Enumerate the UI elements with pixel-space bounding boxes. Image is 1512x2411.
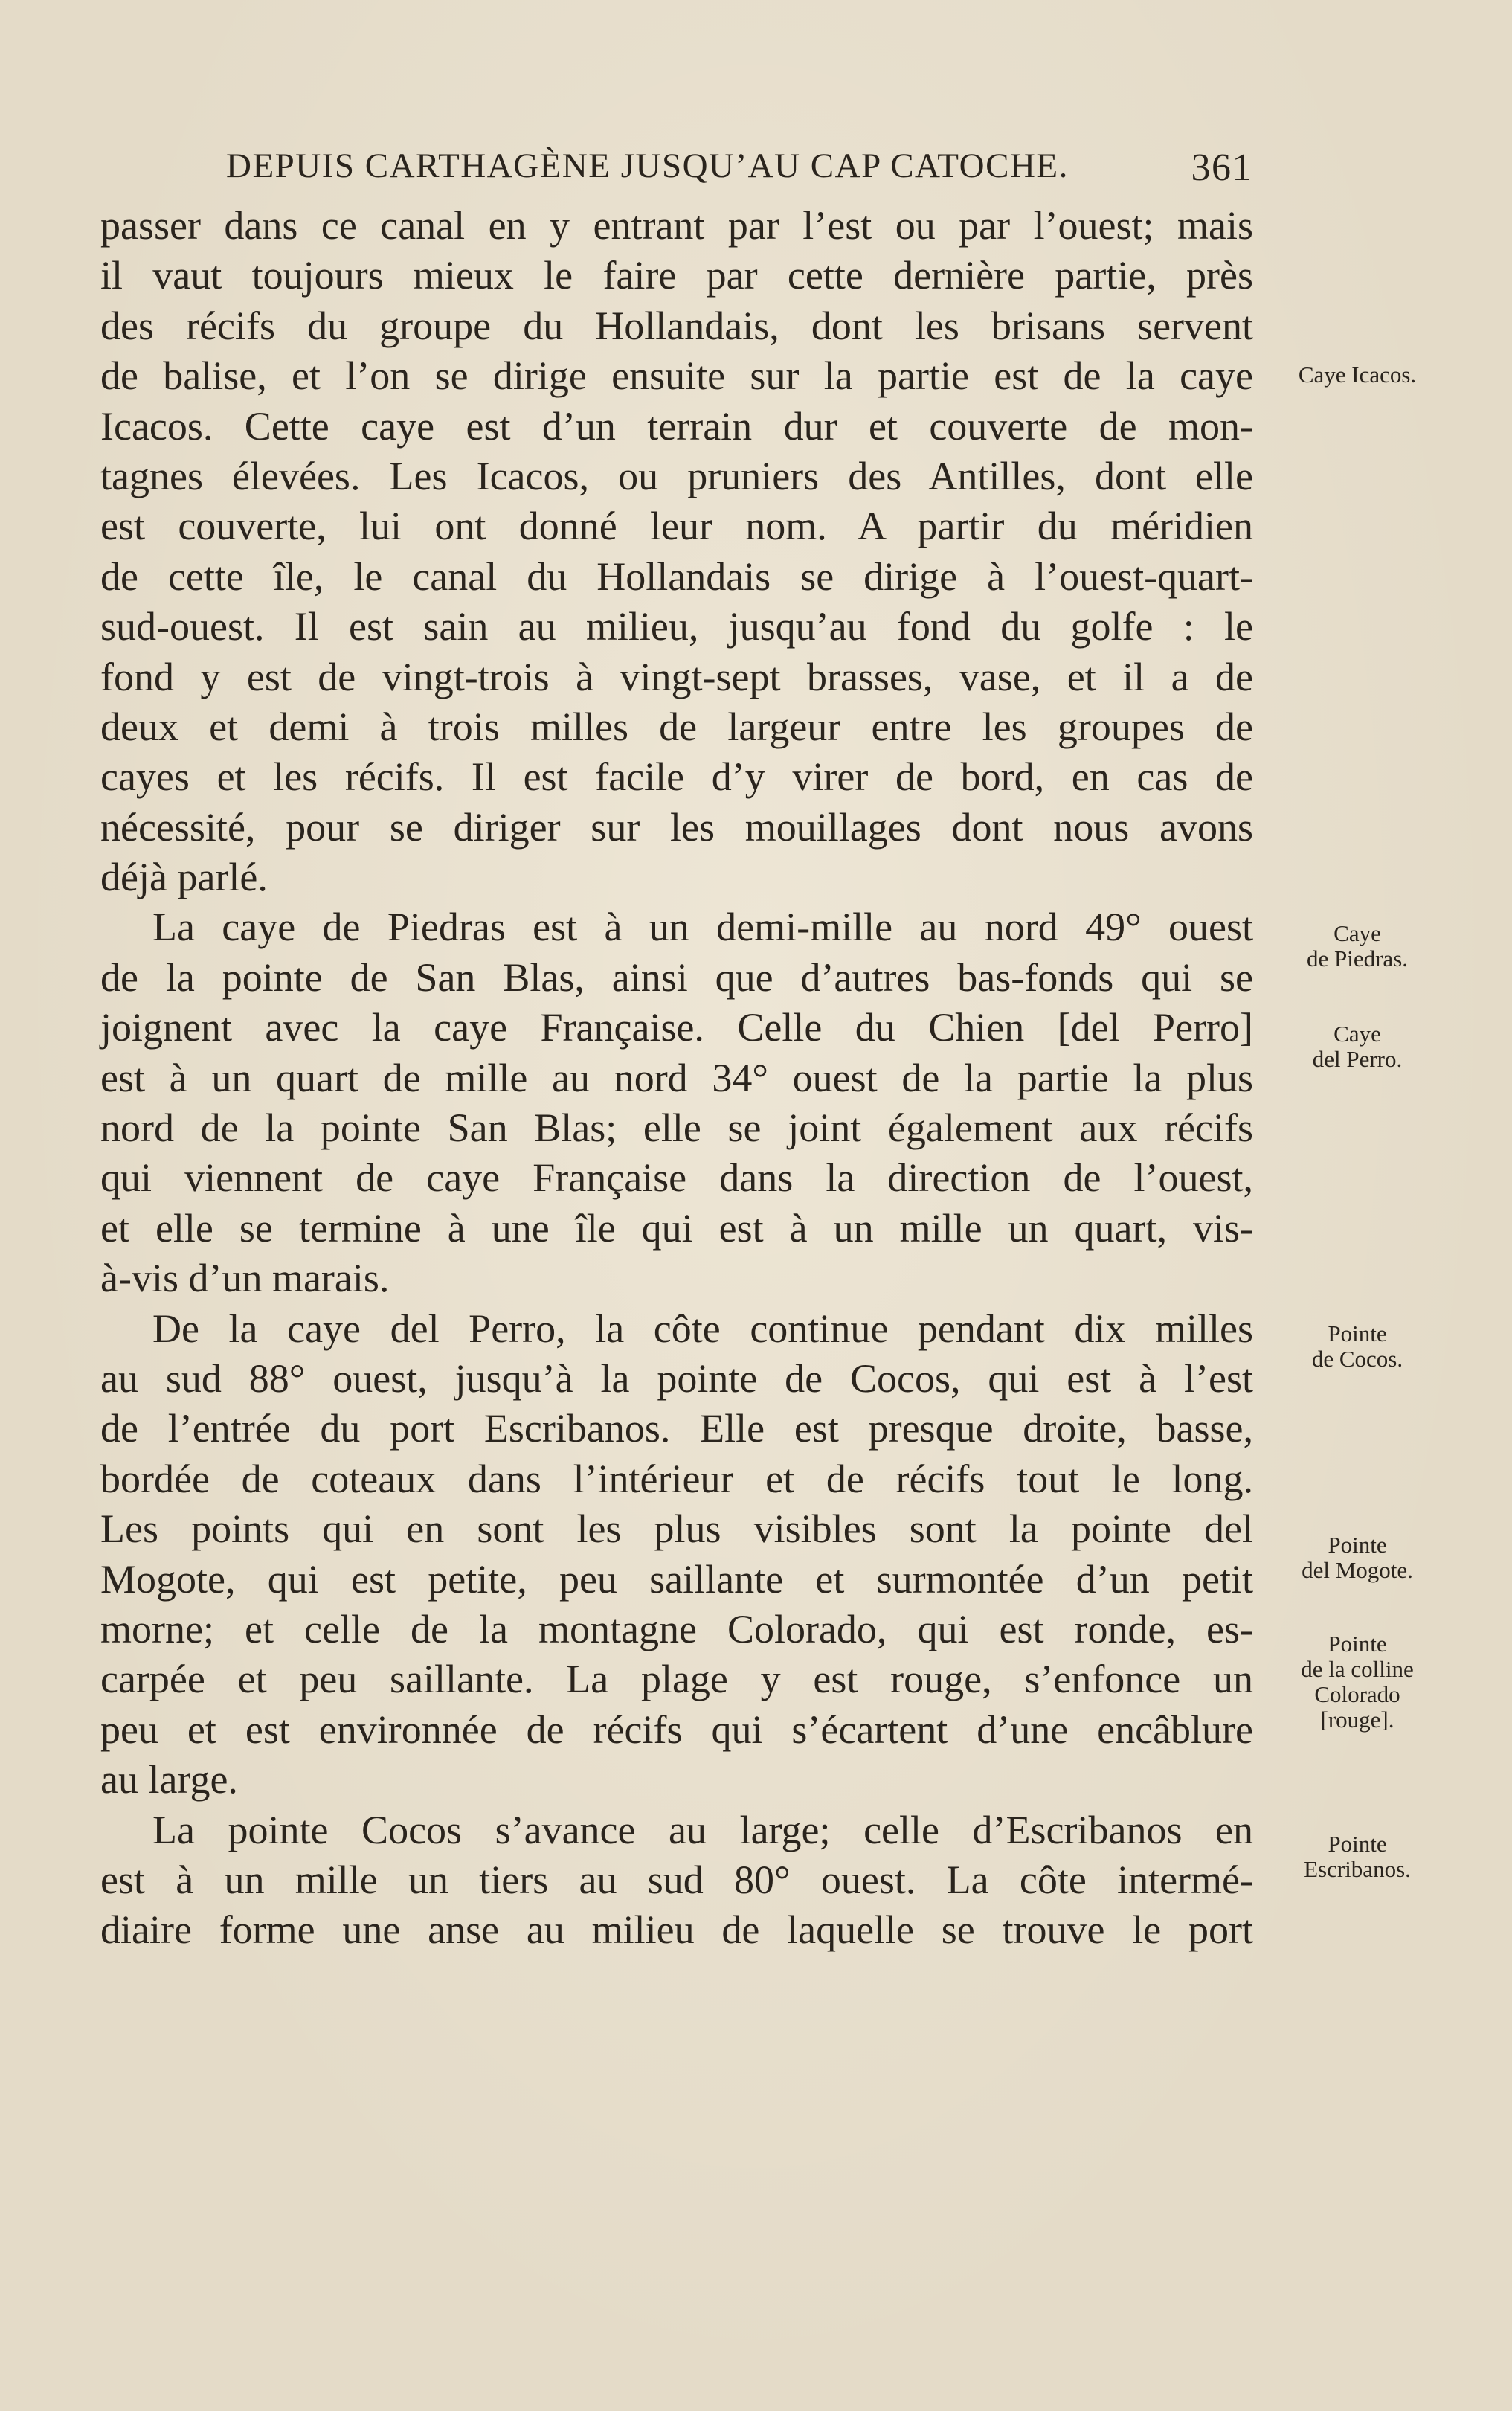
text-line: est couverte, lui ont donné leur nom. A partir du méridien xyxy=(100,504,1253,549)
text-line: à-vis d’un marais. xyxy=(100,1256,390,1301)
margin-note-pointe-escribanos xyxy=(1268,1831,1447,1882)
margin-note-line: Pointe xyxy=(1328,1831,1387,1857)
text-line: déjà parlé. xyxy=(100,855,268,900)
text-line: La caye de Piedras est à un demi-mille au nord 49° ouest xyxy=(152,905,1253,950)
margin-note-pointe-cocos xyxy=(1268,1321,1447,1372)
text-line: cayes et les récifs. Il est facile d’y virer de bord, en cas de xyxy=(100,754,1253,800)
margin-note-pointe-mogote xyxy=(1268,1532,1447,1583)
margin-notes xyxy=(1268,0,1447,2411)
margin-note-line: Pointe xyxy=(1328,1631,1387,1657)
margin-note-line: Escribanos. xyxy=(1304,1856,1411,1882)
text-line: Mogote, qui est petite, peu saillante et surmontée d’un petit xyxy=(100,1556,1253,1602)
margin-note-line: del Perro. xyxy=(1312,1046,1403,1072)
text-line: La pointe Cocos s’avance au large; celle d’Escribanos en xyxy=(152,1807,1253,1852)
running-head xyxy=(226,146,1252,190)
text-line: peu et est environnée de récifs qui s’écartent d’une encâblure xyxy=(100,1707,1253,1752)
margin-note-line: de Piedras. xyxy=(1306,946,1409,972)
margin-note-line: Pointe xyxy=(1328,1532,1387,1558)
text-line: Icacos. Cette caye est d’un terrain dur et couverte de mon- xyxy=(100,403,1253,449)
text-line: diaire forme une anse au milieu de laquelle se trouve le port xyxy=(100,1907,1253,1953)
text-line: nécessité, pour se diriger sur les mouillages dont nous avons xyxy=(100,804,1253,850)
text-line: de balise, et l’on se dirige ensuite sur la partie est de la caye xyxy=(100,353,1253,399)
body-text xyxy=(100,201,1253,1956)
margin-note-line: Pointe xyxy=(1328,1320,1387,1346)
text-line: est à un mille un tiers au sud 80° ouest. La côte intermé- xyxy=(100,1857,1253,1902)
text-line: De la caye del Perro, la côte continue pendant dix milles xyxy=(152,1306,1253,1351)
text-line: au sud 88° ouest, jusqu’à la pointe de Cocos, qui est à l’est xyxy=(100,1355,1253,1401)
margin-note-line: de Cocos. xyxy=(1311,1346,1403,1372)
margin-note-line: Caye xyxy=(1334,1021,1381,1047)
text-line: Les points qui en sont les plus visibles sont la pointe del xyxy=(100,1506,1253,1552)
text-line: de la pointe de San Blas, ainsi que d’autres bas-fonds qui se xyxy=(100,954,1253,1000)
page-number: 361 xyxy=(1191,147,1252,189)
margin-note-line: de la colline xyxy=(1301,1656,1414,1682)
margin-note-line: Caye xyxy=(1334,920,1381,946)
margin-note-line: Caye Icacos. xyxy=(1298,362,1417,388)
text-line: morne; et celle de la montagne Colorado, qui est ronde, es- xyxy=(100,1606,1253,1651)
text-line: est à un quart de mille au nord 34° ouest de la partie la plus xyxy=(100,1055,1253,1100)
text-line: qui viennent de caye Française dans la direction de l’ouest, xyxy=(100,1155,1253,1201)
running-title: DEPUIS CARTHAGÈNE JUSQU’AU CAP CATOCHE. xyxy=(226,147,1069,185)
text-line: bordée de coteaux dans l’intérieur et de récifs tout le long. xyxy=(100,1456,1253,1501)
text-line: nord de la pointe San Blas; elle se joint également aux récifs xyxy=(100,1105,1253,1151)
margin-note-pointe-colorado xyxy=(1268,1631,1447,1733)
margin-note-caye-perro xyxy=(1268,1021,1447,1072)
text-line: sud-ouest. Il est sain au milieu, jusqu’au fond du golfe : le xyxy=(100,604,1253,649)
margin-note-line: [rouge]. xyxy=(1320,1707,1394,1733)
margin-note-line: del Mogote. xyxy=(1302,1557,1413,1583)
text-line: passer dans ce canal en y entrant par l’est ou par l’ouest; mais xyxy=(100,203,1253,248)
text-line: de l’entrée du port Escribanos. Elle est presque droite, basse, xyxy=(100,1406,1253,1451)
text-line: au large. xyxy=(100,1757,238,1802)
margin-note-line: Colorado xyxy=(1314,1681,1400,1707)
text-line: de cette île, le canal du Hollandais se dirige à l’ouest-quart- xyxy=(100,553,1253,599)
text-line: joignent avec la caye Française. Celle du Chien [del Perro] xyxy=(100,1005,1253,1050)
text-line: deux et demi à trois milles de largeur entre les groupes de xyxy=(100,704,1253,749)
margin-note-caye-piedras xyxy=(1268,921,1447,972)
text-line: fond y est de vingt-trois à vingt-sept brasses, vase, et il a de xyxy=(100,654,1253,699)
text-line: des récifs du groupe du Hollandais, dont les brisans servent xyxy=(100,303,1253,348)
text-line: et elle se termine à une île qui est à un mille un quart, vis- xyxy=(100,1205,1253,1251)
margin-note-caye-icacos xyxy=(1268,362,1447,388)
text-line: carpée et peu saillante. La plage y est rouge, s’enfonce un xyxy=(100,1657,1253,1702)
text-line: il vaut toujours mieux le faire par cette dernière partie, près xyxy=(100,253,1253,298)
text-line: tagnes élevées. Les Icacos, ou pruniers des Antilles, dont elle xyxy=(100,453,1253,498)
